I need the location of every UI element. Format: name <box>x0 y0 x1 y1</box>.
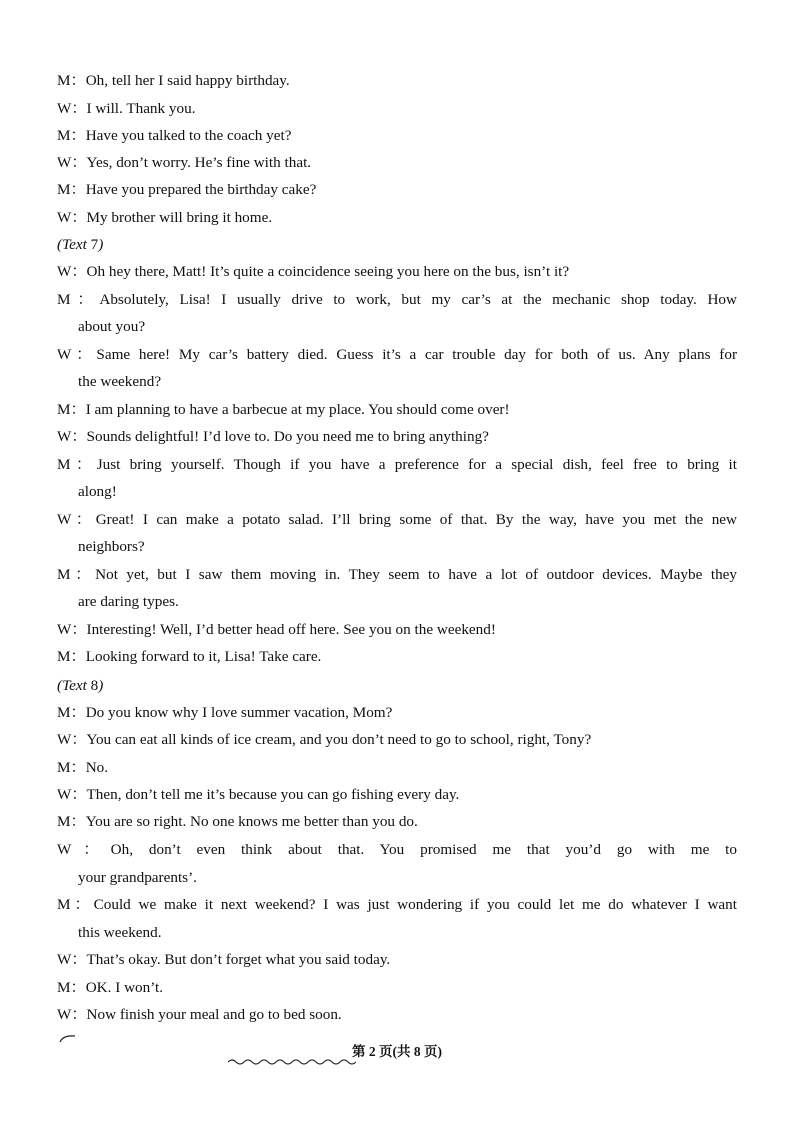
dialogue-line: W：Interesting! Well, I’d better head off here. See you on the weekend! <box>57 621 496 638</box>
section-header-number: 7 <box>90 236 99 253</box>
section-header-word: Text <box>62 236 87 253</box>
dialogue-line-continued: about you? <box>78 318 146 335</box>
dialogue-line: M：Could we make it next weekend? I was just wondering if you could let me do whatever I want <box>57 896 737 913</box>
dialogue-line: W：You can eat all kinds of ice cream, and you don’t need to go to school, right, Tony? <box>57 731 592 748</box>
dialogue-line: M：You are so right. No one knows me better than you do. <box>57 813 418 830</box>
dialogue-line: W：My brother will bring it home. <box>57 209 273 226</box>
dialogue-line: M：Have you prepared the birthday cake? <box>57 181 317 198</box>
dialogue-line: W：Great! I can make a potato salad. I’ll bring some of that. By the way, have you met the new <box>57 511 737 528</box>
page-footer <box>0 1040 794 1062</box>
dialogue-line: M：No. <box>57 759 109 776</box>
dialogue-line: W：Same here! My car’s battery died. Guess it’s a car trouble day for both of us. Any plans for <box>57 346 737 363</box>
dialogue-line: W：Now finish your meal and go to bed soon. <box>57 1006 342 1023</box>
section-header-number: 8 <box>90 677 99 694</box>
dialogue-line: M：Just bring yourself. Though if you have a preference for a special dish, feel free to bring it <box>57 456 737 473</box>
dialogue-line: M：Oh, tell her I said happy birthday. <box>57 72 290 89</box>
wavy-underline-icon <box>228 1058 356 1066</box>
dialogue-line: M：Not yet, but I saw them moving in. They seem to have a lot of outdoor devices. Maybe they <box>57 566 737 583</box>
dialogue-line-continued: neighbors? <box>78 538 145 555</box>
section-header-text8: (Text 8) <box>57 677 104 694</box>
dialogue-line: W：Then, don’t tell me it’s because you can go fishing every day. <box>57 786 460 803</box>
dialogue-line: M：Absolutely, Lisa! I usually drive to work, but my car’s at the mechanic shop today. How <box>57 291 737 308</box>
section-header-text7: (Text 7) <box>57 236 104 253</box>
dialogue-line: W：Oh hey there, Matt! It’s quite a coincidence seeing you here on the bus, isn’t it? <box>57 263 570 280</box>
dialogue-line: M：I am planning to have a barbecue at my place. You should come over! <box>57 401 510 418</box>
section-header-word: Text <box>62 677 87 694</box>
dialogue-line: W：I will. Thank you. <box>57 100 196 117</box>
dialogue-line: W：Sounds delightful! I’d love to. Do you need me to bring anything? <box>57 428 489 445</box>
page-number-label: 第 2 页(共 8 页) <box>352 1044 442 1059</box>
dialogue-line: W：That’s okay. But don’t forget what you said today. <box>57 951 391 968</box>
dialogue-line-continued: along! <box>78 483 117 500</box>
dialogue-line: M：Have you talked to the coach yet? <box>57 127 292 144</box>
dialogue-line-continued: this weekend. <box>78 924 162 941</box>
dialogue-line: M：Looking forward to it, Lisa! Take care. <box>57 648 322 665</box>
dialogue-line-continued: are daring types. <box>78 593 179 610</box>
dialogue-line: W：Oh, don’t even think about that. You promised me that you’d go with me to <box>57 841 737 858</box>
dialogue-line: W：Yes, don’t worry. He’s fine with that. <box>57 154 312 171</box>
dialogue-line-continued: the weekend? <box>78 373 162 390</box>
dialogue-line: M：Do you know why I love summer vacation, Mom? <box>57 704 393 721</box>
dialogue-line-continued: your grandparents’. <box>78 869 197 886</box>
dialogue-line: M：OK. I won’t. <box>57 979 164 996</box>
